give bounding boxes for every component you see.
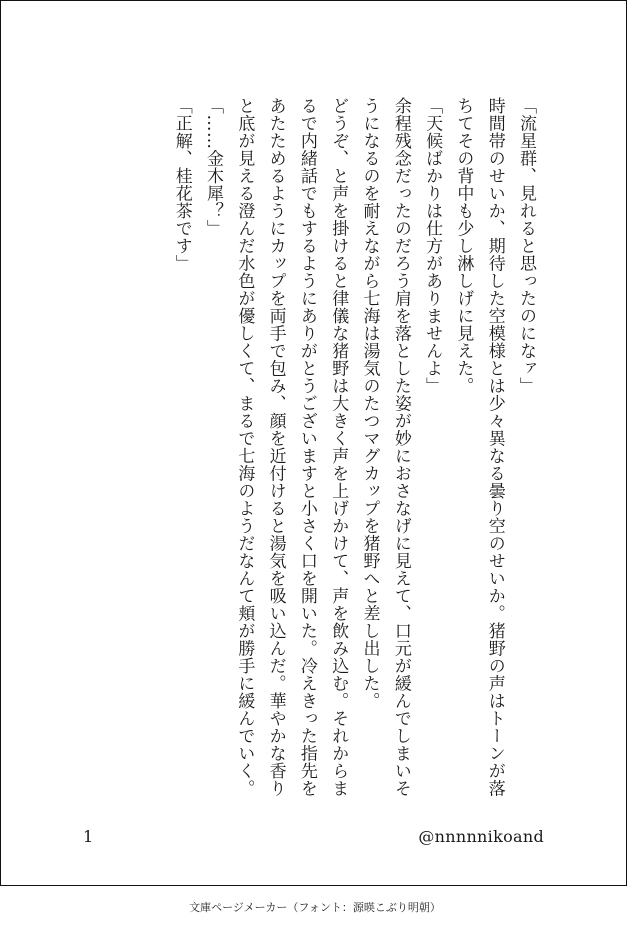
paragraph-7: 「正解、桂花茶です」 (171, 97, 192, 272)
footer-credit: 文庫ページメーカー（フォント：源暎こぶり明朝） (189, 901, 441, 914)
vertical-body-text (71, 97, 541, 797)
paragraph-6: 「……金木犀？」 (203, 97, 224, 237)
author-handle: @nnnnnikoand (418, 827, 544, 846)
page-number: 1 (83, 827, 94, 846)
paragraph-4: 余程残念だったのだろう肩を落とした姿が妙におさなげに見えて、口元が緩んでしまいそうになるのを耐えながら七海は湯気のたつマグカップを猪野へと差し出した。 (359, 97, 411, 797)
paragraph-2: 時間帯のせいか、期待した空模様とは少々異なる曇り空のせいか。猪野の声はトーンが落ちてその背中も少し淋しげに見えた。 (453, 97, 505, 797)
paragraph-3: 「天候ばかりは仕方がありませんよ」 (422, 97, 443, 395)
paragraph-5: どうぞ、と声を掛けると律儀な猪野は大きく声を上げかけて、声を飲み込む。それからまるで内緒話でもするようにありがとうございますと小さく口を開いた。冷えきった指先をあたためるようにカップを両手で包み、顔を近付けると湯気を吸い込んだ。華やかな香りと底が見える澄んだ水色が優しくて、まるで七海のようだなんて頬が勝手に緩んでいく。 (234, 97, 349, 797)
paragraph-1: 「流星群、見れると思ったのになァ」 (516, 97, 536, 395)
